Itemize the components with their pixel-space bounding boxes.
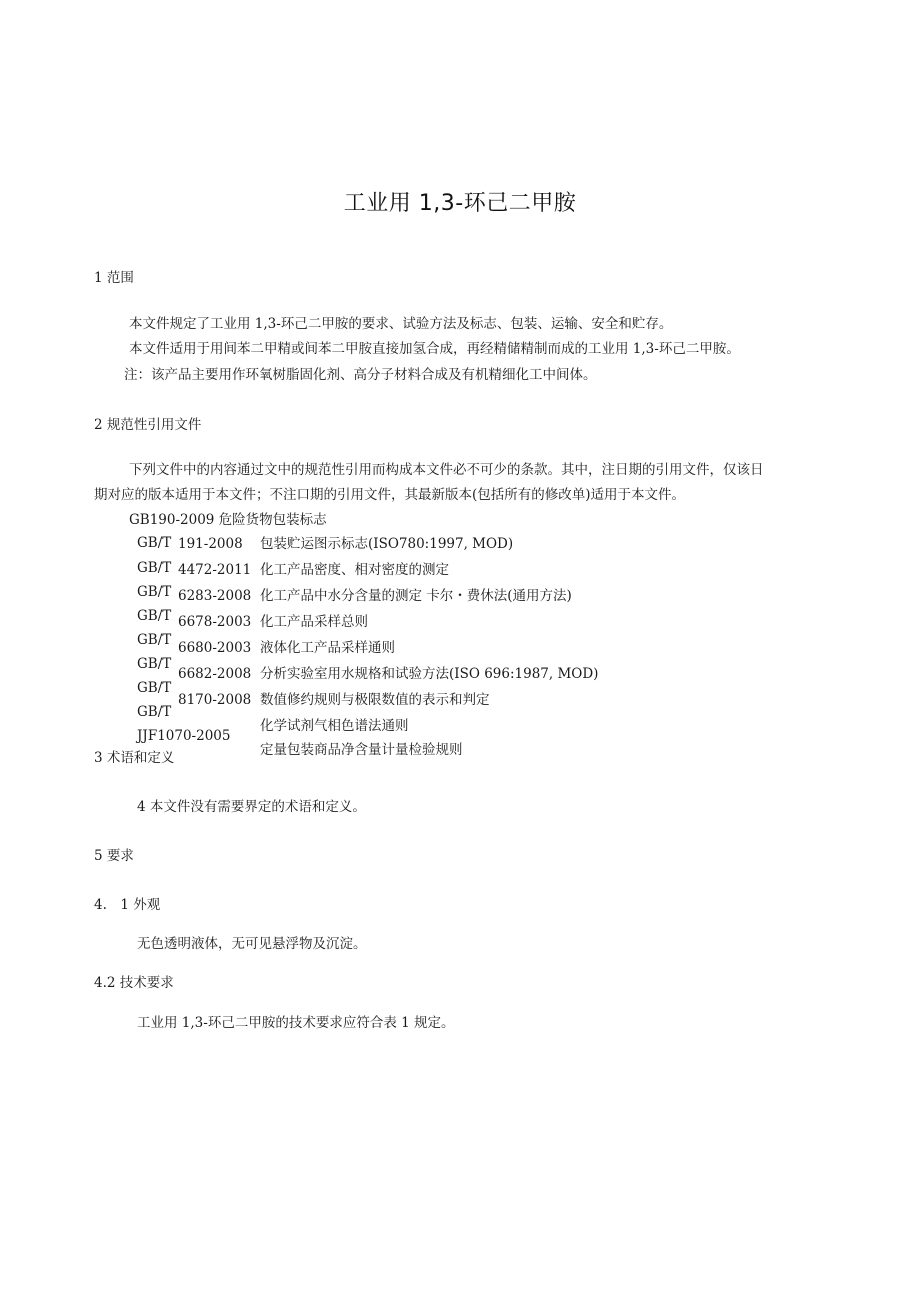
ref-number: 6283-2008 — [178, 588, 252, 604]
ref-title-cutoff-clip — [260, 741, 520, 758]
ref-title: 分析实验室用水规格和试验方法(ISO 696:1987, MOD) — [260, 666, 599, 682]
ref-prefix: GB/T — [137, 632, 172, 648]
ref-number: 6682-2008 — [178, 666, 252, 682]
subsection-heading-appearance: 4. 1 外观 — [94, 897, 161, 913]
ref-gb190: GB190-2009 危险货物包装标志 — [129, 512, 327, 528]
refs-intro-line-1: 下列文件中的内容通过文中的规范性引用而构成本文件必不可少的条款。其中，注日期的引用文件，仅该日 — [129, 462, 764, 478]
ref-number: 6680-2003 — [178, 640, 252, 656]
ref-number: 8170-2008 — [178, 692, 252, 708]
terms-text: 4 本文件没有需要界定的术语和定义。 — [137, 799, 366, 815]
subsection-heading-tech: 4.2 技术要求 — [94, 975, 174, 991]
section-heading-scope: 1 范围 — [94, 270, 134, 286]
refs-intro-line-2: 期对应的版本适用于本文件；不注口期的引用文件，其最新版本(包括所有的修改单)适用于本文件。 — [94, 487, 686, 503]
ref-title: 化工产品中水分含量的测定 卡尔・费休法(通用方法) — [260, 588, 572, 604]
ref-title: 数值修约规则与极限数值的表示和判定 — [260, 692, 490, 708]
appearance-text: 无色透明液体，无可见悬浮物及沉淀。 — [137, 936, 367, 952]
ref-prefix: GB/T — [137, 704, 172, 720]
ref-prefix: GB/T — [137, 535, 172, 551]
section-heading-refs: 2 规范性引用文件 — [94, 417, 202, 433]
ref-title: 化工产品密度、相对密度的测定 — [260, 562, 449, 578]
ref-number: 4472-2011 — [178, 562, 252, 578]
ref-title: 包装贮运图示标志(ISO780:1997, MOD) — [260, 536, 514, 552]
scope-line-2: 本文件适用于用间苯二甲精或间苯二甲胺直接加氢合成，再经精储精制而成的工业用 1,3-环己二甲胺。 — [129, 341, 740, 357]
ref-number: 191-2008 — [178, 536, 243, 552]
tech-text: 工业用 1,3-环己二甲胺的技术要求应符合表 1 规定。 — [137, 1015, 455, 1031]
page-title: 工业用 1,3-环己二甲胺 — [343, 191, 577, 216]
ref-title: 液体化工产品采样通则 — [260, 640, 395, 656]
ref-prefix: GB/T — [137, 608, 172, 624]
ref-title: 化工产品采样总则 — [260, 614, 368, 630]
ref-prefix: GB/T — [137, 656, 172, 672]
section-heading-requirements: 5 要求 — [94, 848, 134, 864]
ref-prefix: GB/T — [137, 584, 172, 600]
ref-title-cutoff: 定量包装商品净含量计量检验规则 — [260, 742, 463, 758]
scope-note: 注：该产品主要用作环氧树脂固化剂、高分子材料合成及有机精细化工中间体。 — [124, 367, 597, 383]
scope-line-1: 本文件规定了工业用 1,3-环己二甲胺的要求、试验方法及标志、包装、运输、安全和贮存。 — [129, 316, 673, 332]
ref-number: 6678-2003 — [178, 614, 252, 630]
ref-title: 化学试剂气相色谱法通则 — [260, 718, 409, 734]
ref-prefix: GB/T — [137, 560, 172, 576]
ref-prefix: GB/T — [137, 680, 172, 696]
section-heading-terms: 3 术语和定义 — [94, 750, 175, 766]
ref-code-jjf1070: JJF1070-2005 — [137, 728, 231, 744]
